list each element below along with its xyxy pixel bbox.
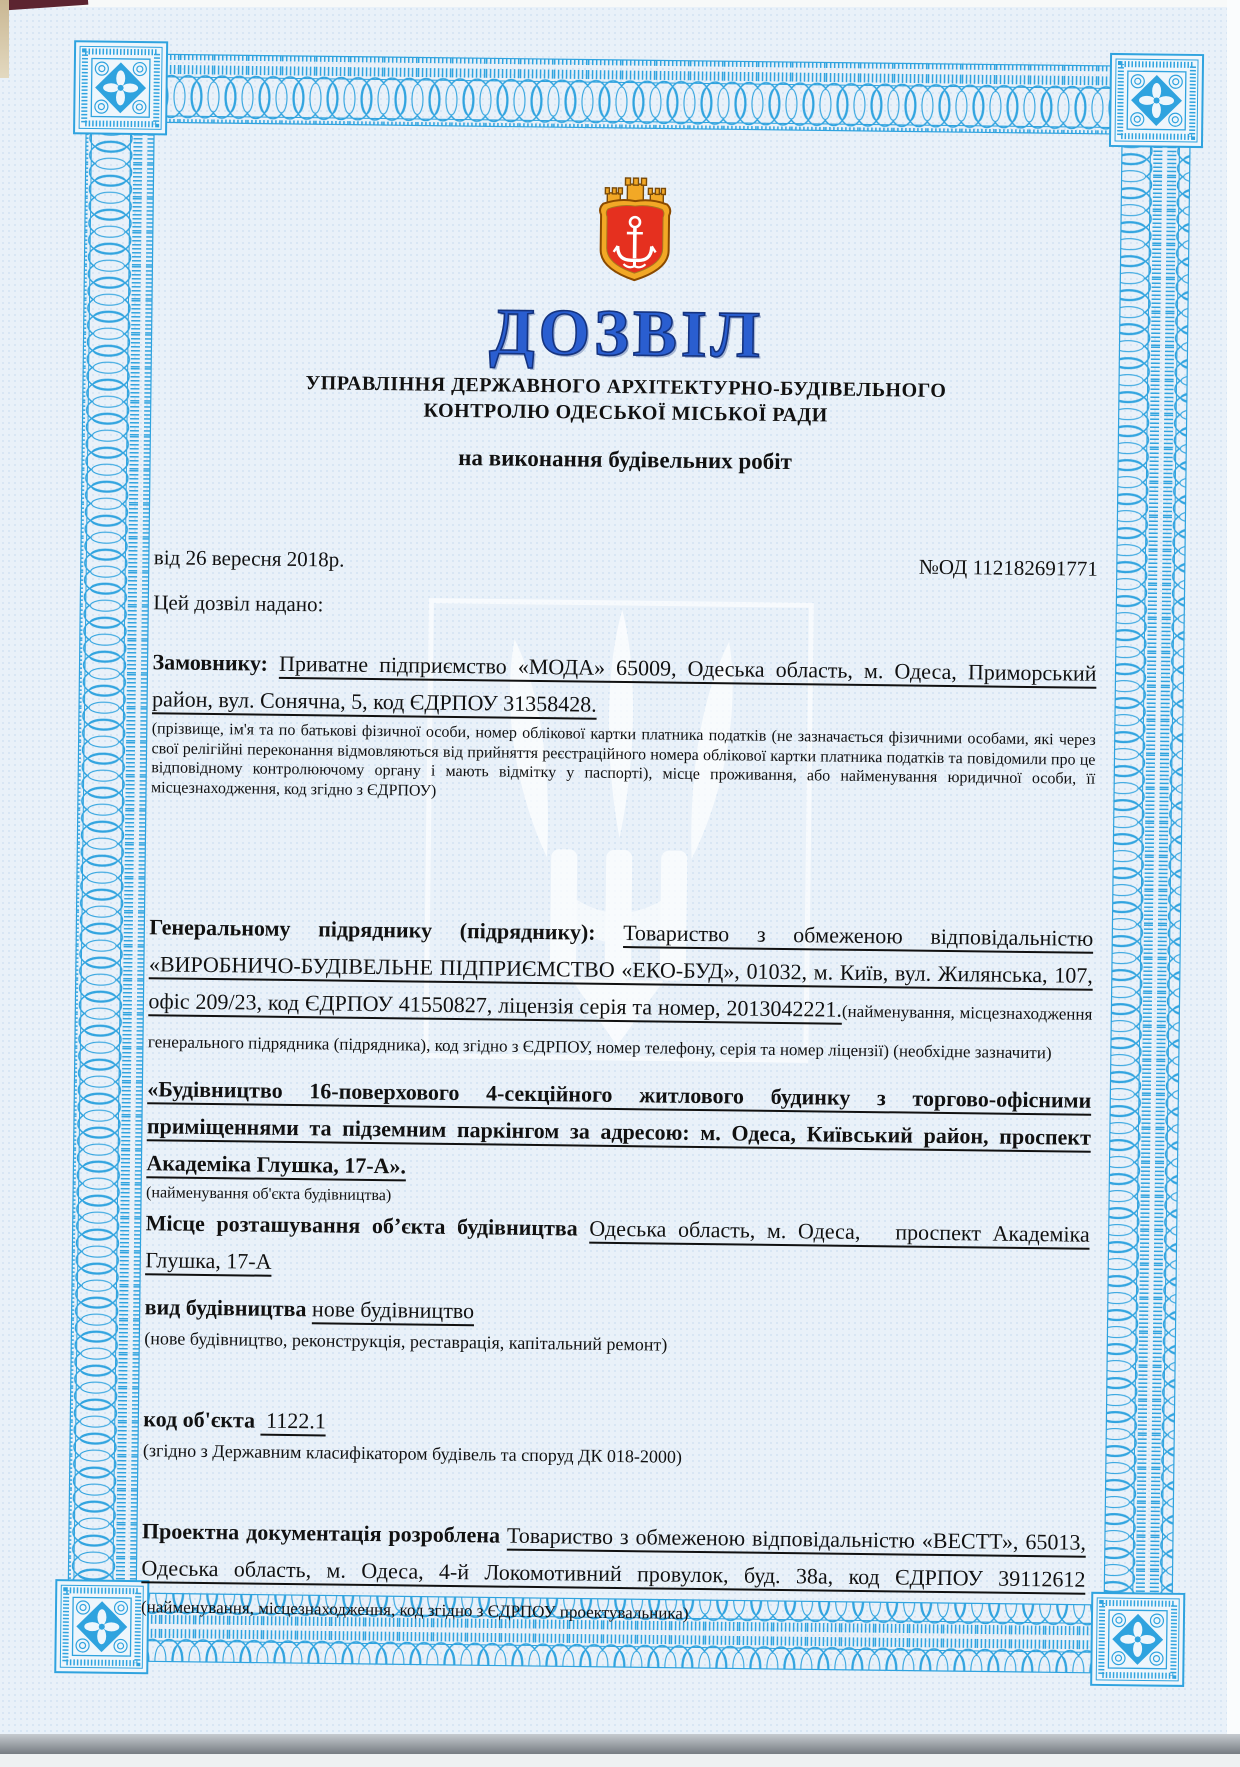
permit-number: №ОД 112182691771 xyxy=(919,555,1098,582)
document-subtitle: на виконання будівельних робіт xyxy=(5,439,1240,480)
scan-artifact-left-edge xyxy=(0,0,9,78)
construction-type-value: нове будівництво xyxy=(312,1296,474,1323)
design-docs-note: (найменування, місцезнаходження, код згідно з ЄДРПОУ проектувальника) xyxy=(141,1597,689,1623)
issuer-line1: УПРАВЛІННЯ ДЕРЖАВНОГО АРХІТЕКТУРНО-БУДІВЕЛЬНОГО xyxy=(6,366,1240,407)
client-section xyxy=(151,643,1097,809)
location-label: Місце розташування об’єкта будівництва xyxy=(146,1210,578,1240)
date-number-row xyxy=(154,545,1098,582)
contractor-note: (найменування, місцезнаходження генерального підрядника (підрядника), код згідно з ЄДРПОУ, номер телефону, серія та номер ліцензії) (необхідне зазначити) xyxy=(148,1002,1093,1063)
issuer-line2: КОНТРОЛЮ ОДЕСЬКОЇ МІСЬКОЇ РАДИ xyxy=(6,392,1240,433)
design-docs-paragraph xyxy=(141,1512,1086,1637)
client-label: Замовнику: xyxy=(152,649,268,675)
object-code-note: (згідно з Державним класифікатором будівель та споруд ДК 018-2000) xyxy=(143,1439,1087,1474)
location-value: Одеська область, м. Одеса, проспект Академіка Глушка, 17-А xyxy=(145,1216,1090,1274)
object-note: (найменування об'єкта будівництва) xyxy=(146,1183,1090,1214)
scan-edge-bottom xyxy=(0,1734,1240,1754)
issue-date: від 26 вересня 2018р. xyxy=(154,545,345,572)
document-title: ДОЗВІЛ xyxy=(6,288,1240,379)
object-paragraph xyxy=(146,1070,1091,1193)
scan-edge-top xyxy=(0,0,1240,7)
client-value: Приватне підприємство «МОДА» 65009, Одеська область, м. Одеса, Приморський район, вул. Сонячна, 5, код ЄДРПОУ 31358428. xyxy=(152,651,1097,717)
contractor-value: Товариство з обмеженою відповідальністю «ВИРОБНИЧО-БУДІВЕЛЬНЕ ПІДПРИЄМСТВО «ЕКО-БУД», 01032, м. Київ, вул. Жилянська, 107, офіс 209/23, код ЄДРПОУ 41550827, ліцензія серія та номер, 2013042221. xyxy=(148,920,1093,1022)
construction-type-note: (нове будівництво, реконструкція, реставрація, капітальний ремонт) xyxy=(144,1327,1088,1362)
granted-line: Цей дозвіл надано: xyxy=(153,590,1097,627)
object-code-value: 1122.1 xyxy=(260,1408,325,1434)
object-section xyxy=(146,1070,1092,1214)
client-note: (прізвище, ім'я та по батькові фізичної особи, номер облікової картки платника податків (не зазначається фізичними особами, які через свої релігійні переконання відмовляються від прийняття реєстраційного номера облікової картки платника податків та повідомили про це відповідному контролюючому органу і мають відмітку у паспорті), місце проживання, або найменування юридичної особи, її місцезнаходження, код згідно з ЄДРПОУ) xyxy=(151,719,1096,809)
object-value: «Будівництво 16-поверхового 4-секційного житлового будинку з торгово-офісними приміщеннями та підземним паркінгом за адресою: м. Одеса, Київський район, проспект Академіка Глушка, 17-А». xyxy=(146,1076,1091,1178)
location-section xyxy=(145,1204,1090,1290)
location-paragraph xyxy=(145,1204,1090,1290)
client-paragraph xyxy=(152,643,1097,729)
design-docs-section xyxy=(141,1512,1086,1637)
object-code-label: код об'єкта xyxy=(143,1406,255,1432)
contractor-section xyxy=(148,908,1094,1072)
object-code-section xyxy=(143,1400,1088,1474)
contractor-paragraph xyxy=(148,908,1094,1072)
design-docs-value: Товариство з обмеженою відповідальністю «ВЕСТТ», 65013, Одеська область, м. Одеса, 4-й Локомотивний провулок, буд. 38а, код ЄДРПОУ 39112612 xyxy=(141,1523,1086,1592)
construction-type-label: вид будівництва xyxy=(145,1294,307,1321)
odesa-city-coat-of-arms xyxy=(590,176,679,283)
design-docs-label: Проектна документація розроблена xyxy=(142,1518,500,1547)
contractor-label: Генеральному підряднику (підряднику): xyxy=(149,914,596,944)
scan-edge-right xyxy=(1227,0,1240,1754)
construction-type-section xyxy=(144,1288,1089,1362)
